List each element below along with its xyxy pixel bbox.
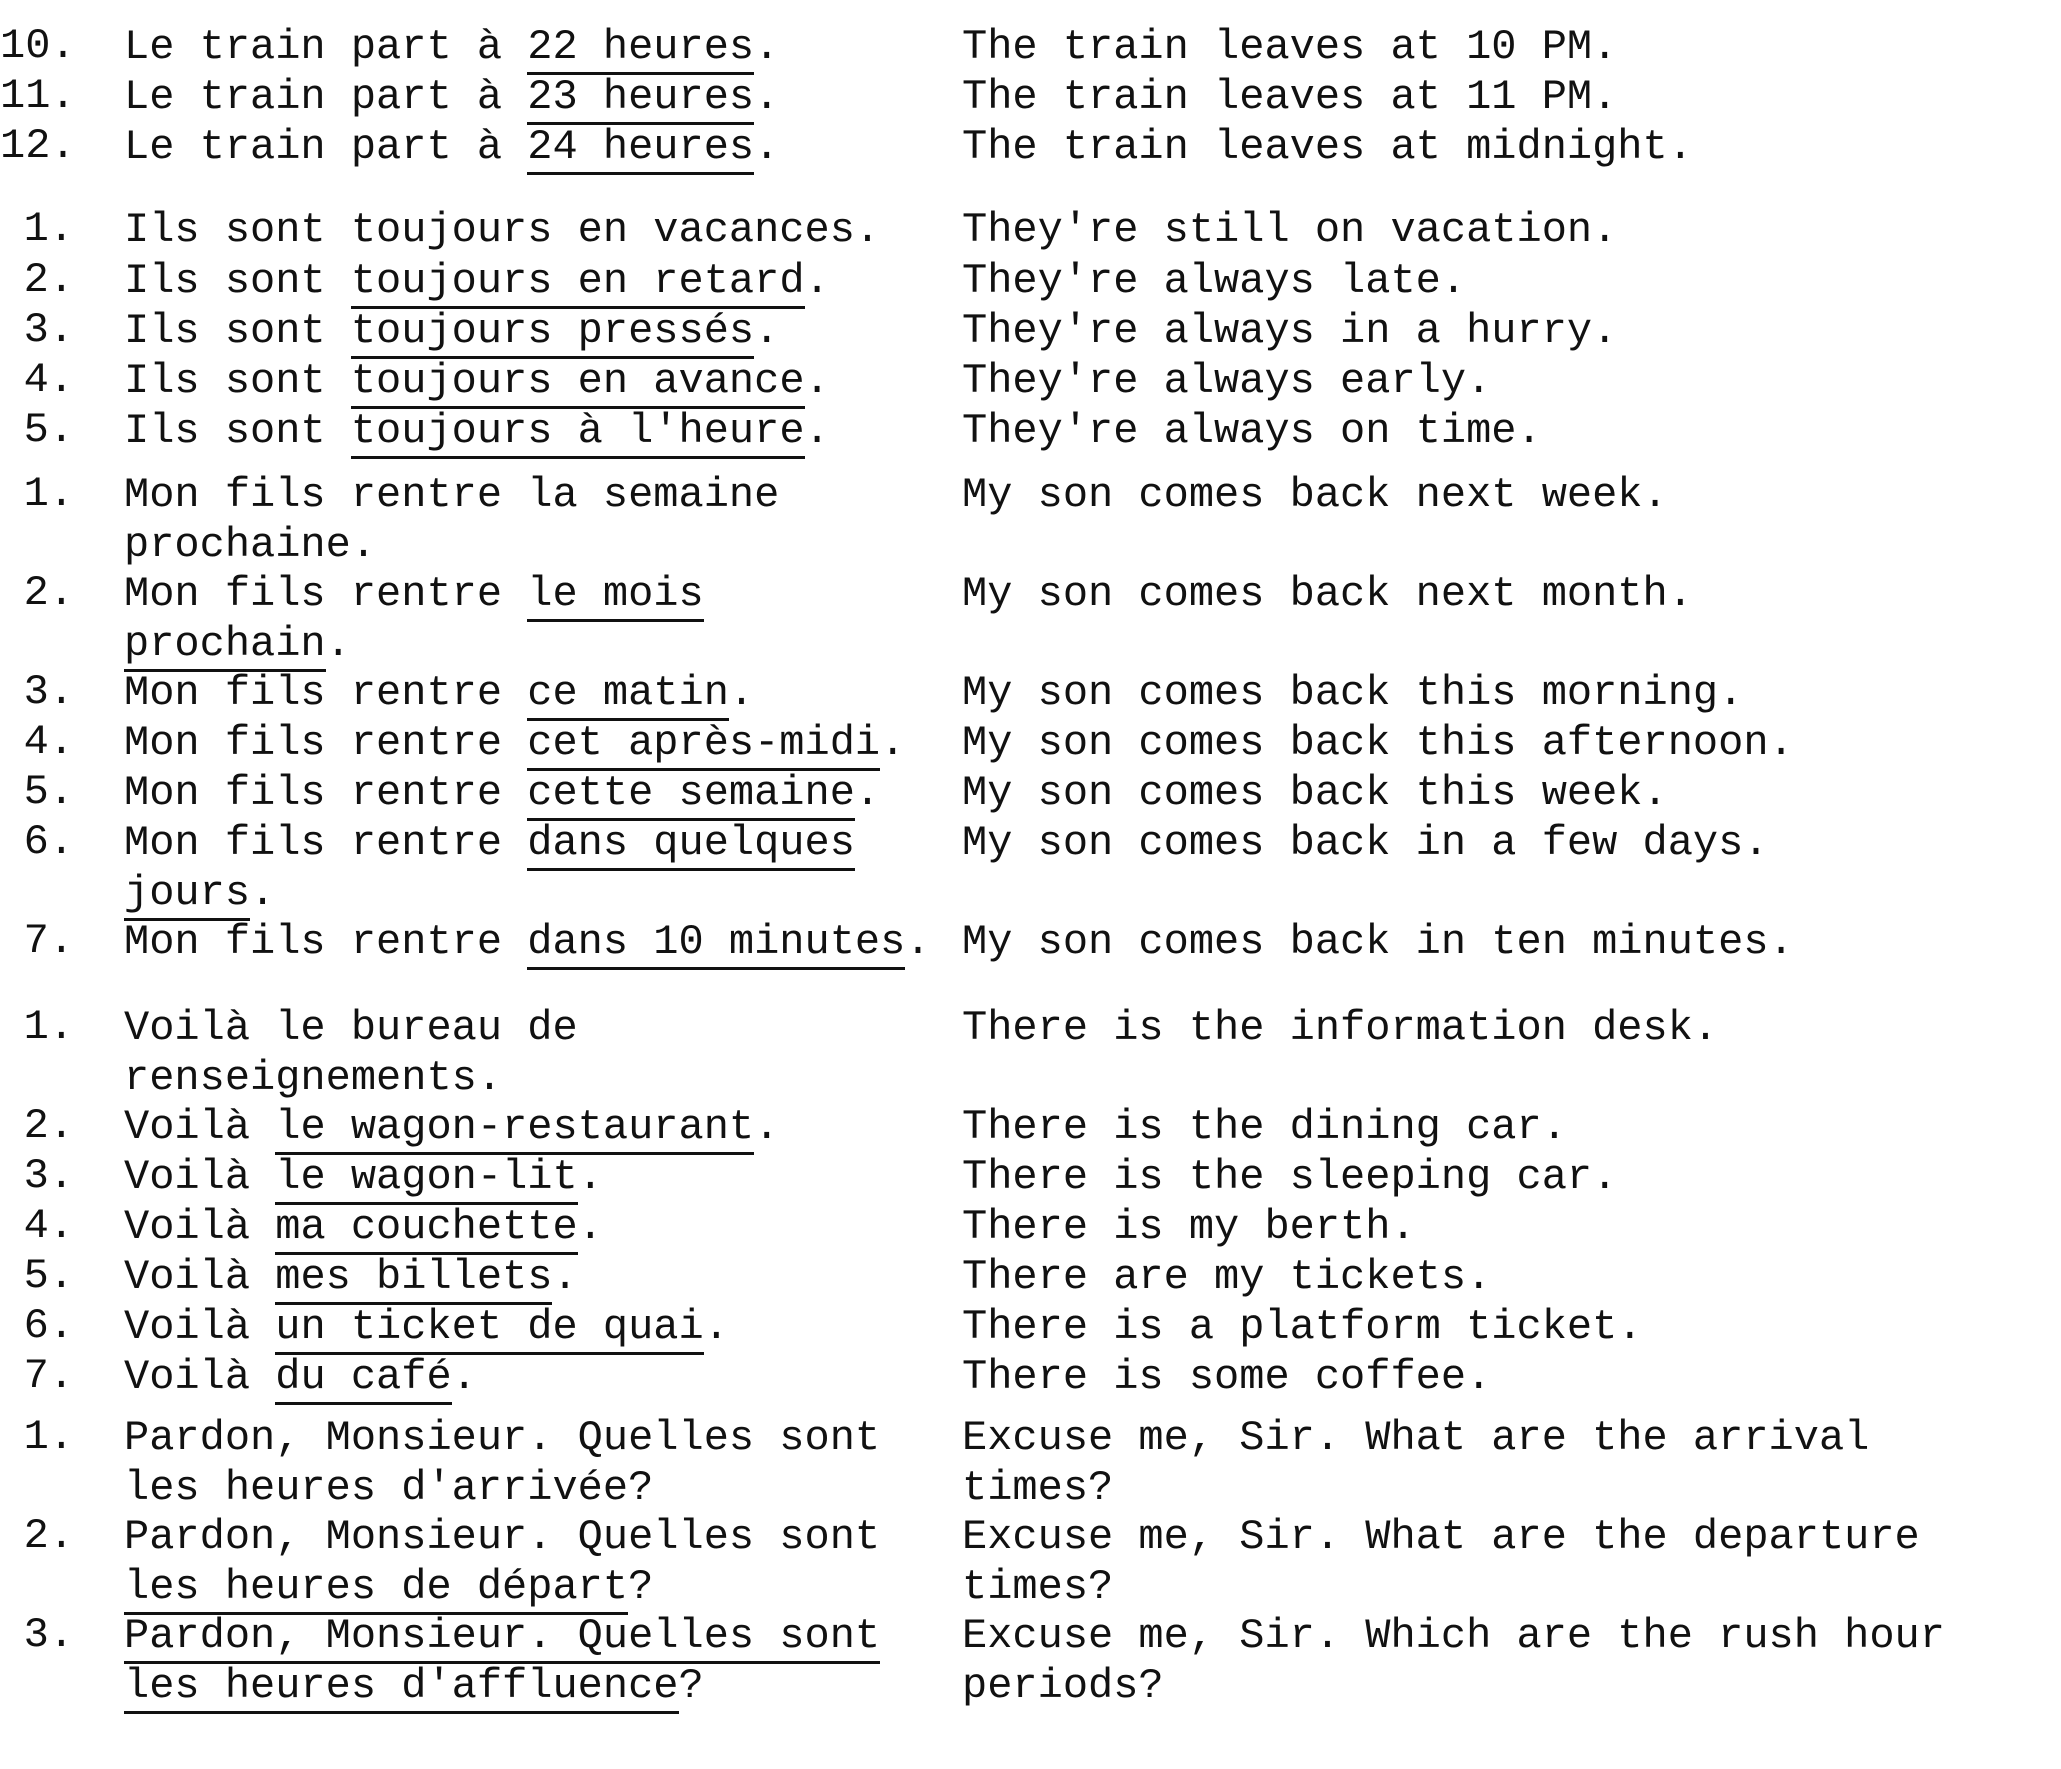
english-translation: [950, 22, 2061, 72]
french-sentence: [124, 256, 950, 306]
substitution-underlined: dans 10 minutes: [527, 918, 905, 970]
french-text: Voilà le bureau de: [124, 1004, 578, 1052]
item-number: 4.: [23, 356, 74, 404]
french-line: [124, 1003, 950, 1053]
drill-row: [0, 256, 2061, 306]
english-line: Excuse me, Sir. Which are the rush hour: [962, 1612, 1945, 1660]
item-number: 10.: [0, 22, 76, 70]
french-text: Ils sont: [124, 257, 351, 305]
english-translation: [950, 1252, 2061, 1302]
substitution-underlined: prochain: [124, 620, 326, 672]
english-line: Excuse me, Sir. What are the departure: [962, 1513, 1920, 1561]
item-number: 7.: [23, 1352, 74, 1400]
french-text: Mon fils rentre: [124, 769, 528, 817]
english-translation: [950, 1003, 2061, 1053]
french-line: [124, 1512, 950, 1562]
substitution-underlined: les heures d'affluence: [124, 1662, 679, 1714]
drill-row: [0, 1611, 2061, 1710]
french-punctuation: .: [577, 1203, 603, 1251]
english-line: My son comes back this morning.: [962, 669, 1744, 717]
drill-section: [0, 1413, 2061, 1710]
drill-row: [0, 22, 2061, 72]
drill-row: [0, 1302, 2061, 1352]
substitution-underlined: 24 heures: [527, 123, 754, 175]
english-line: There is my berth.: [962, 1203, 1416, 1251]
french-punctuation: .: [854, 769, 881, 817]
french-sentence: [124, 1202, 950, 1252]
french-text: Mon fils rentre: [124, 918, 528, 966]
french-sentence: [124, 818, 950, 918]
english-translation: [950, 122, 2061, 172]
english-translation: [950, 406, 2061, 456]
english-line: My son comes back in a few days.: [962, 819, 1769, 867]
french-punctuation: .: [754, 73, 780, 121]
item-number: 5.: [23, 768, 74, 816]
french-line: [124, 470, 950, 520]
english-line: They're always in a hurry.: [962, 307, 1618, 355]
english-line: There is the information desk.: [962, 1004, 1719, 1052]
french-text: Pardon, Monsieur. Quelles sont: [124, 1414, 881, 1462]
drill-row: [0, 917, 2061, 967]
item-number: 6.: [23, 1302, 74, 1350]
substitution-underlined: 23 heures: [527, 73, 754, 125]
substitution-underlined: le wagon-restaurant: [275, 1103, 754, 1155]
french-text: prochaine.: [124, 521, 377, 569]
substitution-underlined: mes billets: [275, 1253, 552, 1305]
substitution-underlined: cette semaine: [527, 769, 855, 821]
english-line: There are my tickets.: [962, 1253, 1492, 1301]
english-translation: [950, 1352, 2061, 1402]
drill-row: [0, 470, 2061, 569]
french-punctuation: .: [703, 1303, 729, 1351]
french-text: Voilà: [124, 1353, 276, 1401]
french-sentence: [124, 72, 950, 122]
french-text: Mon fils rentre: [124, 669, 528, 717]
french-line: [124, 406, 950, 456]
item-number: 1.: [23, 1413, 74, 1461]
drill-section: [0, 22, 2061, 172]
french-text: renseignements.: [124, 1054, 503, 1102]
english-translation: [950, 718, 2061, 768]
french-line: [124, 1302, 950, 1352]
drill-row: [0, 718, 2061, 768]
french-punctuation: .: [754, 23, 780, 71]
french-punctuation: .: [754, 307, 780, 355]
french-line: [124, 1252, 950, 1302]
drill-section: [0, 1003, 2061, 1402]
drill-row: [0, 1152, 2061, 1202]
french-punctuation: .: [577, 1153, 603, 1201]
substitution-underlined: jours: [124, 869, 250, 921]
english-line: The train leaves at 10 PM.: [962, 23, 1618, 71]
french-line: [124, 122, 950, 172]
drill-row: [0, 356, 2061, 406]
french-punctuation: .: [754, 123, 780, 171]
item-number: 2.: [23, 1102, 74, 1150]
substitution-underlined: toujours à l'heure: [351, 407, 805, 459]
french-text: Mon fils rentre: [124, 819, 528, 867]
english-translation: [950, 818, 2061, 868]
french-sentence: [124, 1152, 950, 1202]
item-number: 11.: [0, 72, 76, 120]
english-translation: [950, 256, 2061, 306]
english-translation: [950, 1302, 2061, 1352]
english-translation: [950, 1611, 2061, 1711]
substitution-underlined: ma couchette: [275, 1203, 577, 1255]
drill-row: [0, 668, 2061, 718]
english-translation: [950, 668, 2061, 718]
french-sentence: [124, 1003, 950, 1103]
french-text: Pardon, Monsieur. Quelles sont: [124, 1513, 881, 1561]
drill-section: [0, 205, 2061, 456]
french-text: Voilà: [124, 1253, 276, 1301]
french-text: Ils sont: [124, 357, 351, 405]
french-line-continued: [124, 1661, 950, 1711]
french-sentence: [124, 569, 950, 669]
english-line: My son comes back this afternoon.: [962, 719, 1794, 767]
french-text: Voilà: [124, 1103, 276, 1151]
french-text: Le train part à: [124, 23, 528, 71]
french-punctuation: .: [754, 1103, 780, 1151]
french-line: [124, 1202, 950, 1252]
substitution-underlined: cet après-midi: [527, 719, 880, 771]
item-number: 3.: [23, 1611, 74, 1659]
english-line: The train leaves at 11 PM.: [962, 73, 1618, 121]
english-line: They're still on vacation.: [962, 206, 1618, 254]
substitution-underlined: toujours pressés: [351, 307, 754, 359]
item-number: 2.: [23, 1512, 74, 1560]
french-line-continued: [124, 619, 950, 669]
english-line: There is some coffee.: [962, 1353, 1492, 1401]
item-number: 6.: [23, 818, 74, 866]
french-punctuation: .: [905, 918, 931, 966]
french-sentence: [124, 1611, 950, 1711]
french-sentence: [124, 1413, 950, 1513]
english-translation: [950, 917, 2061, 967]
substitution-underlined: les heures de départ: [124, 1563, 628, 1615]
french-sentence: [124, 205, 950, 255]
english-translation: [950, 470, 2061, 520]
english-translation: [950, 768, 2061, 818]
drill-row: [0, 306, 2061, 356]
french-line: [124, 22, 950, 72]
substitution-underlined: du café: [275, 1353, 451, 1405]
french-line-continued: [124, 1562, 950, 1612]
english-translation: [950, 1202, 2061, 1252]
french-line: [124, 1413, 950, 1463]
item-number: 1.: [23, 205, 74, 253]
item-number: 5.: [23, 406, 74, 454]
substitution-underlined: toujours en retard: [351, 257, 805, 309]
french-line: [124, 356, 950, 406]
english-line: They're always early.: [962, 357, 1492, 405]
french-sentence: [124, 768, 950, 818]
french-punctuation: ?: [678, 1662, 704, 1710]
french-text: Le train part à: [124, 73, 528, 121]
item-number: 12.: [0, 122, 76, 170]
english-translation: [950, 1413, 2061, 1513]
french-text: Ils sont toujours en vacances.: [124, 206, 881, 254]
item-number: 1.: [23, 470, 74, 518]
french-line: [124, 256, 950, 306]
substitution-underlined: dans quelques: [527, 819, 855, 871]
english-line: The train leaves at midnight.: [962, 123, 1693, 171]
french-line: [124, 205, 950, 255]
english-translation: [950, 72, 2061, 122]
drill-row: [0, 1202, 2061, 1252]
substitution-underlined: toujours en avance: [351, 357, 805, 409]
drill-row: [0, 122, 2061, 172]
english-line: Excuse me, Sir. What are the arrival: [962, 1414, 1870, 1462]
substitution-underlined: 22 heures: [527, 23, 754, 75]
french-punctuation: ?: [628, 1563, 654, 1611]
french-sentence: [124, 917, 950, 967]
english-translation: [950, 306, 2061, 356]
french-punctuation: .: [880, 719, 906, 767]
french-text: Ils sont: [124, 307, 351, 355]
drill-row: [0, 406, 2061, 456]
english-line: My son comes back this week.: [962, 769, 1668, 817]
french-line-continued: [124, 868, 950, 918]
french-sentence: [124, 1512, 950, 1612]
item-number: 2.: [23, 256, 74, 304]
item-number: 7.: [23, 917, 74, 965]
substitution-underlined: un ticket de quai: [275, 1303, 703, 1355]
english-translation: [950, 1512, 2061, 1612]
item-number: 1.: [23, 1003, 74, 1051]
substitution-underlined: le mois: [527, 570, 703, 622]
drill-row: [0, 1352, 2061, 1402]
english-translation: [950, 205, 2061, 255]
english-line: They're always on time.: [962, 407, 1542, 455]
french-line: [124, 768, 950, 818]
item-number: 4.: [23, 718, 74, 766]
french-text: Le train part à: [124, 123, 528, 171]
french-line: [124, 306, 950, 356]
item-number: 4.: [23, 1202, 74, 1250]
substitution-underlined: le wagon-lit: [275, 1153, 577, 1205]
drill-section: [0, 470, 2061, 967]
french-text: Voilà: [124, 1203, 276, 1251]
english-line: They're always late.: [962, 257, 1467, 305]
english-line: My son comes back next month.: [962, 570, 1693, 618]
french-line: [124, 917, 950, 967]
english-line: There is the dining car.: [962, 1103, 1567, 1151]
item-number: 3.: [23, 306, 74, 354]
english-line: There is the sleeping car.: [962, 1153, 1618, 1201]
french-text: Voilà: [124, 1303, 276, 1351]
french-line: [124, 1102, 950, 1152]
french-text: Voilà: [124, 1153, 276, 1201]
drill-row: [0, 1413, 2061, 1512]
english-translation: [950, 1152, 2061, 1202]
french-line: [124, 718, 950, 768]
french-text: Ils sont: [124, 407, 351, 455]
drill-row: [0, 1512, 2061, 1611]
english-translation: [950, 356, 2061, 406]
french-line-continued: [124, 1463, 950, 1513]
english-line: My son comes back in ten minutes.: [962, 918, 1794, 966]
french-punctuation: .: [804, 357, 830, 405]
drill-row: [0, 1252, 2061, 1302]
french-sentence: [124, 306, 950, 356]
french-sentence: [124, 1102, 950, 1152]
item-number: 2.: [23, 569, 74, 617]
french-sentence: [124, 22, 950, 72]
french-sentence: [124, 356, 950, 406]
english-translation: [950, 1102, 2061, 1152]
french-punctuation: .: [728, 669, 755, 717]
french-line-continued: [124, 1053, 950, 1103]
french-punctuation: .: [325, 620, 351, 668]
french-sentence: [124, 406, 950, 456]
english-line: There is a platform ticket.: [962, 1303, 1643, 1351]
french-punctuation: .: [250, 869, 276, 917]
french-line: [124, 668, 950, 718]
english-line-continued: times?: [962, 1464, 1114, 1512]
french-text: Mon fils rentre la semaine: [124, 471, 780, 519]
french-punctuation: .: [451, 1353, 477, 1401]
french-text: Mon fils rentre: [124, 719, 528, 767]
english-translation: [950, 569, 2061, 619]
drill-row: [0, 1003, 2061, 1102]
french-sentence: [124, 1352, 950, 1402]
french-line-continued: [124, 520, 950, 570]
french-text: les heures d'arrivée?: [124, 1464, 654, 1512]
french-punctuation: .: [552, 1253, 578, 1301]
french-text: Mon fils rentre: [124, 570, 528, 618]
french-punctuation: .: [804, 407, 830, 455]
drill-row: [0, 768, 2061, 818]
drill-row: [0, 72, 2061, 122]
substitution-underlined: ce matin: [527, 669, 729, 721]
english-line: My son comes back next week.: [962, 471, 1668, 519]
french-sentence: [124, 470, 950, 570]
item-number: 5.: [23, 1252, 74, 1300]
item-number: 3.: [23, 1152, 74, 1200]
french-line: [124, 1152, 950, 1202]
french-sentence: [124, 668, 950, 718]
french-line: [124, 569, 950, 619]
french-sentence: [124, 718, 950, 768]
item-number: 3.: [23, 668, 74, 716]
french-sentence: [124, 122, 950, 172]
substitution-underlined: Pardon, Monsieur. Quelles sont: [124, 1612, 880, 1664]
french-line: [124, 1611, 950, 1661]
french-sentence: [124, 1302, 950, 1352]
french-punctuation: .: [804, 257, 830, 305]
drill-row: [0, 569, 2061, 668]
english-line-continued: times?: [962, 1563, 1114, 1611]
drill-row: [0, 1102, 2061, 1152]
french-line: [124, 72, 950, 122]
french-line: [124, 1352, 950, 1402]
drill-row: [0, 205, 2061, 256]
english-line-continued: periods?: [962, 1662, 1164, 1710]
french-sentence: [124, 1252, 950, 1302]
french-line: [124, 818, 950, 868]
drill-row: [0, 818, 2061, 917]
